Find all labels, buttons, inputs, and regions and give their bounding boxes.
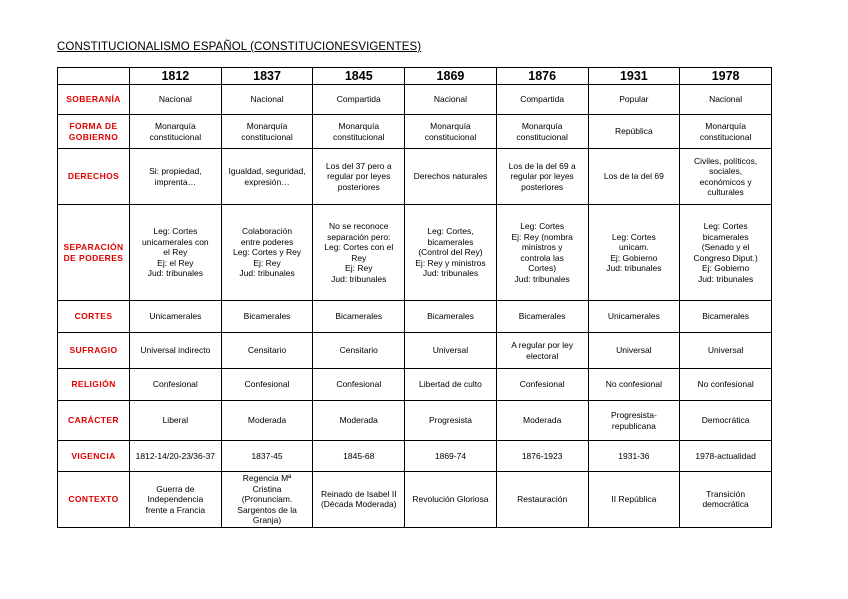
table-row-cortes (58, 301, 772, 333)
table-cell: Confesional (313, 369, 405, 401)
table-row-sufragio (58, 333, 772, 369)
table-cell: Regencia Mª Cristina (Pronunciam. Sargentos de la Granja) (221, 472, 313, 528)
page-title: CONSTITUCIONALISMO ESPAÑOL (CONSTITUCIONESVIGENTES) (57, 41, 422, 53)
year-header: 1869 (405, 68, 497, 85)
table-cell: Compartida (313, 85, 405, 115)
row-label: RELIGIÓN (58, 369, 130, 401)
year-header: 1876 (496, 68, 588, 85)
table-cell: Restauración (496, 472, 588, 528)
row-label: CORTES (58, 301, 130, 333)
year-header: 1978 (680, 68, 772, 85)
table-cell: Monarquía constitucional (221, 115, 313, 149)
table-cell: Universal (405, 333, 497, 369)
table-row-forma-de-gobierno (58, 115, 772, 149)
row-label: VIGENCIA (58, 441, 130, 472)
table-cell: Popular (588, 85, 680, 115)
table-cell: Nacional (130, 85, 222, 115)
table-cell: Universal indirecto (130, 333, 222, 369)
table-cell: Monarquía constitucional (313, 115, 405, 149)
row-label: CONTEXTO (58, 472, 130, 528)
table-cell: Bicamerales (405, 301, 497, 333)
table-cell: Civiles, políticos, sociales, económicos y culturales (680, 149, 772, 205)
table-cell: No confesional (680, 369, 772, 401)
table-cell: Universal (588, 333, 680, 369)
table-cell: Monarquía constitucional (405, 115, 497, 149)
table-cell: A regular por ley electoral (496, 333, 588, 369)
table-cell: 1876-1923 (496, 441, 588, 472)
table-cell: Monarquía constitucional (680, 115, 772, 149)
table-cell: Nacional (405, 85, 497, 115)
table-cell: Colaboración entre poderes Leg: Cortes y Rey Ej: Rey Jud: tribunales (221, 205, 313, 301)
table-cell: Si: propiedad, imprenta… (130, 149, 222, 205)
table-cell: Leg: Cortes Ej: Rey (nombra ministros y controla las Cortes) Jud: tribunales (496, 205, 588, 301)
table-cell: Moderada (496, 401, 588, 441)
table-cell: Universal (680, 333, 772, 369)
table-cell: 1845-68 (313, 441, 405, 472)
year-header: 1845 (313, 68, 405, 85)
table-cell: Bicamerales (496, 301, 588, 333)
table-cell: Los del 37 pero a regular por leyes posteriores (313, 149, 405, 205)
table-cell: Progresista- republicana (588, 401, 680, 441)
table-cell: Nacional (221, 85, 313, 115)
table-cell: No confesional (588, 369, 680, 401)
table-cell: No se reconoce separación pero: Leg: Cortes con el Rey Ej: Rey Jud: tribunales (313, 205, 405, 301)
table-cell: Unicamerales (588, 301, 680, 333)
table-row-religion (58, 369, 772, 401)
table-cell: Unicamerales (130, 301, 222, 333)
table-cell: Liberal (130, 401, 222, 441)
table-cell: Moderada (221, 401, 313, 441)
table-cell: 1837-45 (221, 441, 313, 472)
table-row-soberania (58, 85, 772, 115)
table-cell: II República (588, 472, 680, 528)
year-header: 1812 (130, 68, 222, 85)
table-cell: Los de la del 69 a regular por leyes posteriores (496, 149, 588, 205)
table-cell: Leg: Cortes unicam. Ej: Gobierno Jud: tribunales (588, 205, 680, 301)
table-row-separacion-de-poderes (58, 205, 772, 301)
table-cell: Moderada (313, 401, 405, 441)
table-cell: Leg: Cortes, bicamerales (Control del Rey) Ej: Rey y ministros Jud: tribunales (405, 205, 497, 301)
table-cell: Nacional (680, 85, 772, 115)
row-label: DERECHOS (58, 149, 130, 205)
table-cell: República (588, 115, 680, 149)
table-row-vigencia (58, 441, 772, 472)
table-cell: Guerra de Independencia frente a Francia (130, 472, 222, 528)
table-cell: Censitario (221, 333, 313, 369)
table-cell: Monarquía constitucional (496, 115, 588, 149)
table-cell: Derechos naturales (405, 149, 497, 205)
table-cell: Los de la del 69 (588, 149, 680, 205)
table-cell: Reinado de Isabel II (Década Moderada) (313, 472, 405, 528)
table-cell: Democrática (680, 401, 772, 441)
table-cell: Libertad de culto (405, 369, 497, 401)
table-cell: Bicamerales (313, 301, 405, 333)
table-cell: Igualdad, seguridad, expresión… (221, 149, 313, 205)
constitutions-table (57, 67, 772, 528)
table-cell: Confesional (221, 369, 313, 401)
table-cell: 1931-36 (588, 441, 680, 472)
row-label: FORMA DE GOBIERNO (58, 115, 130, 149)
year-header: 1931 (588, 68, 680, 85)
row-label: SOBERANÍA (58, 85, 130, 115)
table-cell: 1812-14/20-23/36-37 (130, 441, 222, 472)
table-cell: Leg: Cortes unicamerales con el Rey Ej: el Rey Jud: tribunales (130, 205, 222, 301)
year-header: 1837 (221, 68, 313, 85)
table-cell: Progresista (405, 401, 497, 441)
table-cell: Bicamerales (680, 301, 772, 333)
table-cell: Compartida (496, 85, 588, 115)
row-label: CARÁCTER (58, 401, 130, 441)
table-cell: Confesional (130, 369, 222, 401)
table-cell: Confesional (496, 369, 588, 401)
row-label: SEPARACIÓN DE PODERES (58, 205, 130, 301)
table-row-caracter (58, 401, 772, 441)
table-row-contexto (58, 472, 772, 528)
corner-cell (58, 68, 130, 85)
header-row (58, 68, 772, 85)
row-label: SUFRAGIO (58, 333, 130, 369)
table-cell: Monarquía constitucional (130, 115, 222, 149)
table-cell: Leg: Cortes bicamerales (Senado y el Congreso Diput.) Ej: Gobierno Jud: tribunales (680, 205, 772, 301)
table-cell: Revolución Gloriosa (405, 472, 497, 528)
table-cell: Censitario (313, 333, 405, 369)
table-cell: 1978-actualidad (680, 441, 772, 472)
table-cell: 1869-74 (405, 441, 497, 472)
table-cell: Bicamerales (221, 301, 313, 333)
table-row-derechos (58, 149, 772, 205)
table-cell: Transición democrática (680, 472, 772, 528)
